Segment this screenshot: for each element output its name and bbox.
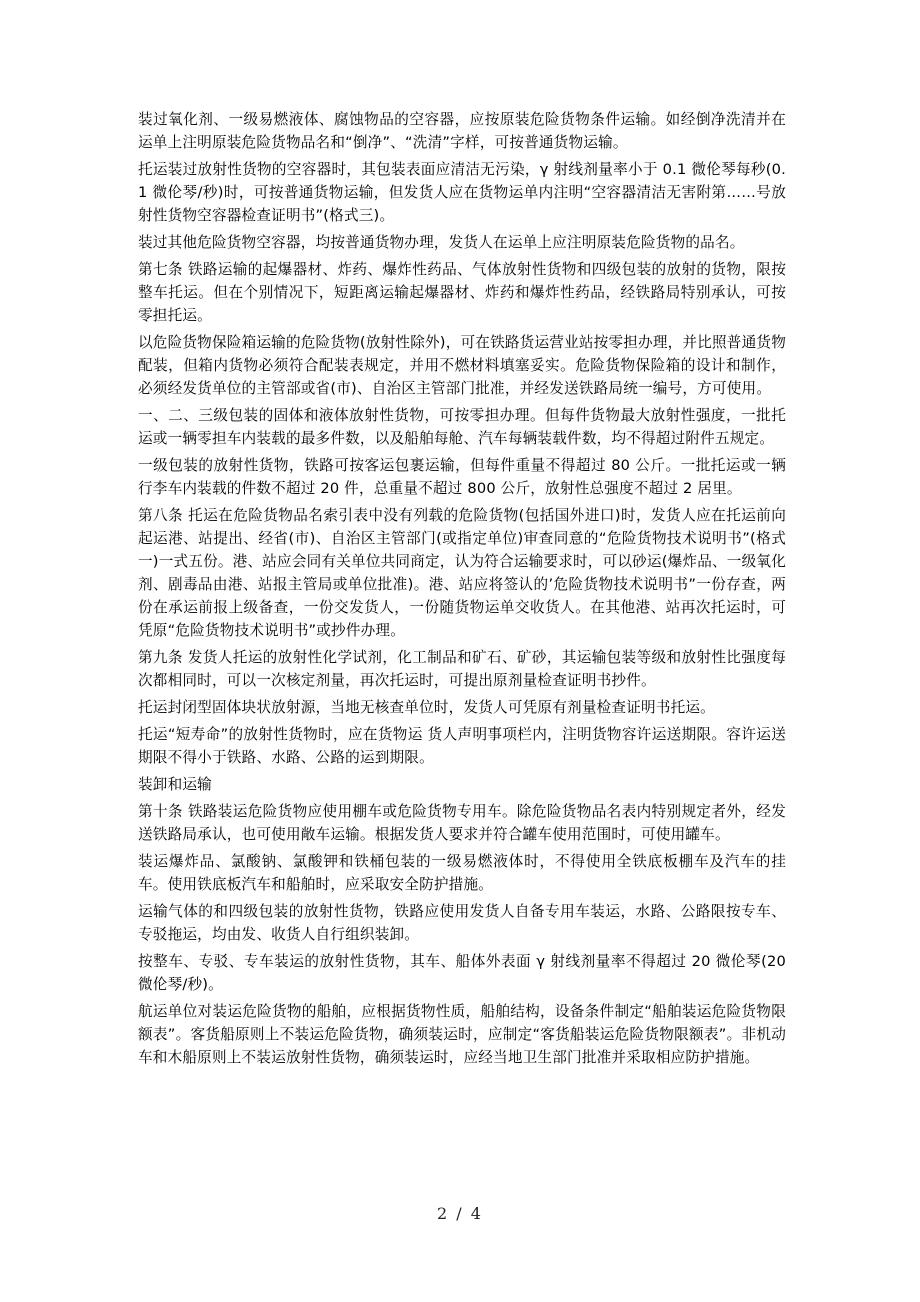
paragraph-packaging-levels: 一、二、三级包装的固体和液体放射性货物，可按零担办理。但每件货物最大放射性强度，一批托运或一辆零担车内装载的最多件数，以及船舶每舱、汽车每辆装载件数，均不得超过附件五规定。 [138, 407, 786, 447]
paragraph-empty-container-rules: 装过氧化剂、一级易燃液体、腐蚀物品的空容器，应按原装危险货物条件运输。如经倒净洗清并在运单上注明原装危险货物品名和“倒净”、“洗清”字样，可按普通货物运输。 [138, 111, 786, 151]
page-number: 2 / 4 [437, 1204, 483, 1223]
paragraph-shipping-limits: 航运单位对装运危险货物的船舶，应根据货物性质，船舶结构，设备条件制定“船舶装运危险货物限额表”。客货船原则上不装运危险货物，确须装运时，应制定“客货船装运危险货物限额表”。非机动车和木船原则上不装运放射性货物，确须装运时，应经当地卫生部门批准并采取相应防护措施。 [138, 1003, 786, 1066]
paragraph-gas-fourth-level: 运输气体的和四级包装的放射性货物，铁路应使用发货人自备专用车装运，水路、公路限按专车、专驳拖运，均由发、收货人自行组织装卸。 [138, 903, 786, 943]
paragraph-article-8: 第八条 托运在危险货物品名索引表中没有列载的危险货物(包括国外进口)时，发货人应在托运前向起运港、站提出、经省(市)、自治区主管部门(或指定单位)审查同意的“危险货物技术说明书”(格式一)一式五份。港、站应会同有关单位共同商定，认为符合运输要求时，可以砂运(爆炸品、一级氧化剂、剧毒品由港、站报主管局或单位批准)。港、站应将签认的’危险货物技术说明书”一份存查，两份在承运前报上级备查，一份交发货人，一份随货物运单交收货人。在其他港、站再次托运时，可凭原“危险货物技术说明书”或抄件办理。 [138, 507, 786, 639]
paragraph-other-empty-containers: 装过其他危险货物空容器，均按普通货物办理，发货人在运单上应注明原装危险货物的品名。 [138, 234, 745, 251]
section-heading-loading-transport: 装卸和运输 [138, 776, 212, 793]
paragraph-explosives-vehicles: 装运爆炸品、氯酸钠、氯酸钾和铁桶包装的一级易燃液体时，不得使用全铁底板棚车及汽车的挂车。使用铁底板汽车和船舶时，应采取安全防护措施。 [138, 853, 786, 893]
paragraph-short-lived: 托运“短寿命”的放射性货物时，应在货物运 货人声明事项栏内，注明货物容许运送期限。容许运送期限不得小于铁路、水路、公路的运到期限。 [138, 726, 786, 766]
paragraph-first-class-package: 一级包装的放射性货物，铁路可按客运包裹运输，但每件重量不得超过 80 公斤。一批托运或一辆行李车内装载的件数不超过 20 件，总重量不超过 800 公斤，放射性总强度不超过 2 居里。 [138, 457, 786, 497]
paragraph-safety-box: 以危险货物保险箱运输的危险货物(放射性除外)，可在铁路货运营业站按零担办理，并比照普通货物配装，但箱内货物必须符合配装表规定，并用不燃材料填塞妥实。危险货物保险箱的设计和制作，必须经发货单位的主管部或省(市)、自治区主管部门批准，并经发送铁路局统一编号，方可使用。 [138, 334, 786, 397]
paragraph-dose-rate-limit: 按整车、专驳、专车装运的放射性货物，其车、船体外表面 γ 射线剂量率不得超过 20 微伦琴(20 微伦琴/秒)。 [138, 953, 786, 993]
paragraph-sealed-source: 托运封闭型固体块状放射源，当地无核查单位时，发货人可凭原有剂量检查证明书托运。 [138, 699, 715, 716]
paragraph-article-9: 第九条 发货人托运的放射性化学试剂，化工制品和矿石、矿砂，其运输包装等级和放射性比强度每次都相同时，可以一次核定剂量，再次托运时，可提出原剂量检查证明书抄件。 [138, 649, 786, 689]
document-body [138, 108, 786, 1073]
paragraph-article-10: 第十条 铁路装运危险货物应使用棚车或危险货物专用车。除危险货物品名表内特别规定者外，经发送铁路局承认，也可使用敞车运输。根据发货人要求并符合罐车使用范围时，可使用罐车。 [138, 803, 786, 843]
paragraph-article-7: 第七条 铁路运输的起爆器材、炸药、爆炸性药品、气体放射性货物和四级包装的放射的货物，限按整车托运。但在个别情况下，短距离运输起爆器材、炸药和爆炸性药品，经铁路局特别承认，可按零担托运。 [138, 261, 786, 324]
paragraph-radioactive-empty-container: 托运装过放射性货物的空容器时，其包装表面应清洁无污染，γ 射线剂量率小于 0.1 微伦琴每秒(0.1 微伦琴/秒)时，可按普通货物运输，但发货人应在货物运单内注明“空容器清洁无害附第……号放射性货物空容器检查证明书”(格式三)。 [138, 161, 786, 224]
